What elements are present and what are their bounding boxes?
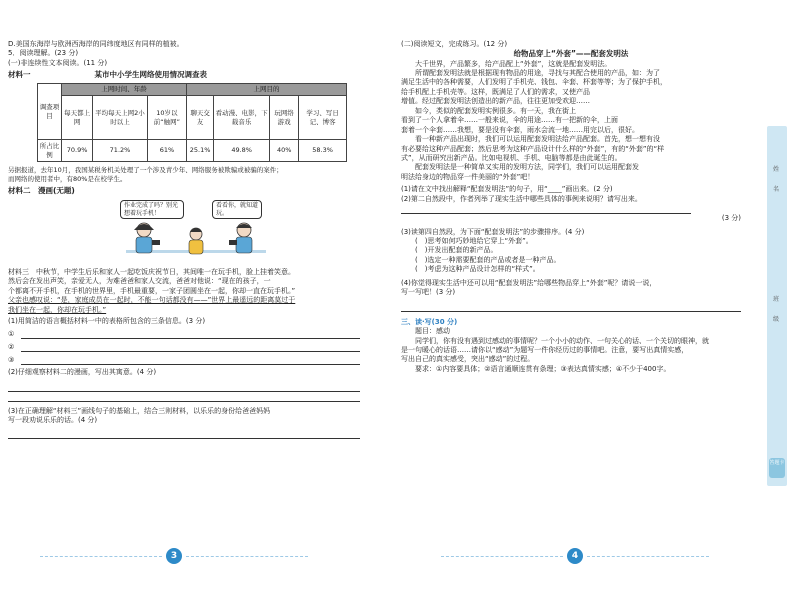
article-line: 增值。经过配套发明法创造出的新产品，往往更加受欢迎…… bbox=[401, 97, 590, 106]
side-tag[interactable]: 答题卡 bbox=[769, 458, 785, 478]
article-line: 套着一个伞套……我想，要是没有伞套，雨水会流一地……用完以后，很好。 bbox=[401, 125, 639, 134]
comic-illustration bbox=[116, 200, 266, 262]
essay-requirements: 要求：①内容要具体；②语言通顺连贯有条理；③表达真情实感；④不少于400字。 bbox=[415, 364, 671, 373]
step-item[interactable]: ( )开发出配套的新产品。 bbox=[415, 246, 498, 255]
essay-prompt-line: 是一句暖心的话语……请你以“感动”为题写一件你经历过的事情吧。注意，要写出真情实感， bbox=[401, 345, 689, 354]
side-char: 名 bbox=[773, 186, 780, 193]
col-header: 平均每天上网2小时以上 bbox=[93, 96, 148, 140]
article-line: 式”，从而研究出新产品。比如电视机、手机、电脑等都是由此诞生的。 bbox=[401, 153, 622, 162]
right-page bbox=[397, 0, 794, 592]
material-3-line: 我们坐在一起，你却在玩手机。” bbox=[8, 305, 107, 314]
right-column bbox=[401, 40, 741, 374]
answer-row[interactable]: ② bbox=[8, 342, 360, 352]
answer-line[interactable] bbox=[21, 329, 360, 339]
part-2-heading: (二)阅读短文，完成练习。(12 分) bbox=[401, 40, 508, 48]
material-3-line: 个都离不开手机，在手机的世界里，手机最重要，一家子团圆坐在一起，你却一直在玩手机。” bbox=[8, 286, 296, 295]
binding-strip bbox=[767, 126, 787, 486]
material-1-title: 某市中小学生网络使用情况调查表 bbox=[94, 70, 207, 80]
question-2: (2)第二自然段中，作者列举了现实生活中哪些具体的事例来说明？请写出来。 bbox=[401, 194, 642, 203]
essay-prompt-line: 同学们，你有没有遇到过感动的事情呢？一个小小的动作、一句关心的话、一个关切的眼神，就 bbox=[415, 336, 709, 345]
side-char: 班 bbox=[773, 296, 780, 303]
row-header-cell: 调查项目 bbox=[38, 84, 62, 140]
step-item[interactable]: ( )思考如何巧妙地给它穿上“外套”。 bbox=[415, 237, 533, 245]
essay-title: 题目：感动 bbox=[415, 327, 450, 336]
page-badge: 4 bbox=[567, 548, 583, 564]
value-cell: 40% bbox=[270, 140, 299, 162]
survey-table bbox=[37, 83, 347, 162]
article-line: 大千世界，产品繁多，给产品配上“外套”，这就是配套发明法。 bbox=[415, 59, 612, 68]
answer-line[interactable] bbox=[8, 429, 360, 439]
step-item[interactable]: ( )选定一种需要配套的产品或者是一种产品。 bbox=[415, 255, 561, 264]
answer-row[interactable]: ③ bbox=[8, 355, 360, 365]
material-1-note: 另据报道，去年10月，我国某税务机关处理了一个涉及青少年、网络服务被欺骗或被骗的案件； bbox=[8, 166, 283, 175]
question-2: (2)仔细观察材料二的漫画，写出其寓意。(4 分) bbox=[8, 368, 157, 377]
left-column bbox=[8, 40, 360, 439]
page-badge: 3 bbox=[166, 548, 182, 564]
answer-line[interactable] bbox=[21, 342, 360, 352]
question-3: (3)读第四自然段，为下面“配套发明法”的步骤排序。(4 分) bbox=[401, 227, 585, 236]
question-2-score: (3 分) bbox=[721, 214, 741, 223]
side-char: 级 bbox=[773, 316, 780, 323]
question-3-cont: 写一段劝说乐乐的话。(4 分) bbox=[8, 416, 98, 425]
answer-line[interactable] bbox=[8, 382, 360, 392]
family-figures-icon bbox=[126, 220, 266, 262]
material-3 bbox=[8, 268, 360, 315]
value-cell: 71.2% bbox=[93, 140, 148, 162]
value-cell: 70.9% bbox=[62, 140, 93, 162]
question-1: (1)用简洁的语言概括材料一中的表格所包含的三条信息。(3 分) bbox=[8, 317, 206, 326]
speech-bubble-left: 作业完成了吗？别光想着玩手机！ bbox=[120, 200, 184, 220]
material-3-line: 然后会在发出声笑，亲爱无人，为难爸爸和家人交流，爸爸对他说：“现在的孩子，一 bbox=[8, 277, 271, 286]
question-4-cont: 写一写吧！(3 分) bbox=[401, 288, 456, 297]
article-title: 给物品穿上“外套”——配套发明法 bbox=[513, 49, 629, 59]
material-1-heading bbox=[8, 70, 360, 80]
value-cell: 58.3% bbox=[299, 140, 347, 162]
row-label-proportion: 所占比例 bbox=[38, 140, 62, 162]
side-char: 姓 bbox=[773, 166, 780, 173]
option-d: D.美国东海岸与欧洲西海岸的同纬度地区有同样的植被。 bbox=[8, 40, 184, 48]
group-header-time: 上网时间、年龄 bbox=[62, 84, 187, 96]
article-line: 配套发明法是一种简单又实用的发明方法，同学们，我们可以运用配套发 bbox=[415, 163, 639, 172]
article-line: 给手机配上手机壳等。这样，既满足了人们的需求，又使产品 bbox=[401, 87, 590, 96]
question-4: (4)你觉得现实生活中还可以用“配套发明法”给哪些物品穿上“外套”呢？请说一说， bbox=[401, 278, 657, 287]
article-body bbox=[401, 60, 741, 183]
question-3: (3)在正确理解“材料三”画线句子的基础上，结合三则材料，以乐乐的身份给爸爸妈妈 bbox=[8, 406, 271, 415]
article-line: 所谓配套发明法就是根据现有物品的用途，寻找与其配合使用的产品，如：为了 bbox=[415, 69, 660, 77]
article-line: 有必要给这种产品配套；然后思考为这种产品设计什么样的“外套”，有的“外套”的“样 bbox=[401, 144, 665, 153]
page-number-3 bbox=[40, 548, 308, 564]
value-cell: 49.8% bbox=[214, 140, 270, 162]
col-header: 每天都上网 bbox=[62, 96, 93, 140]
col-header: 聊天交友 bbox=[187, 96, 214, 140]
answer-line[interactable] bbox=[401, 302, 741, 312]
col-header: 学习、写日记、博客 bbox=[299, 96, 347, 140]
value-cell: 61% bbox=[147, 140, 186, 162]
material-3-line: 材料三 中秋节，中学生后乐和家人一起吃饭庆祝节日，其间唯一在玩手机，脸上挂着笑意。 bbox=[8, 267, 295, 276]
col-header: 看动漫、电影，下载音乐 bbox=[214, 96, 270, 140]
material-1-label: 材料一 bbox=[8, 70, 31, 80]
article-line: 明法给身边的物品穿一件美丽的“外套”吧！ bbox=[401, 172, 535, 181]
answer-line[interactable] bbox=[8, 392, 360, 402]
answer-line[interactable] bbox=[401, 204, 691, 214]
material-1-note: 而网络的使用者中，有80%是在校学生。 bbox=[8, 174, 127, 183]
part-1-heading: (一)非连续性文本阅读。(11 分) bbox=[8, 58, 108, 67]
value-cell: 25.1% bbox=[187, 140, 214, 162]
col-header: 10岁以前“触网” bbox=[147, 96, 186, 140]
material-3-line: 父亲也感叹说：“是，家庭成员在一起时，不能一句话都没有——”世界上最遥远的距离莫过于 bbox=[8, 296, 296, 305]
question-1: (1)请在文中找出解释“配套发明法”的句子，用“____”画出来。(2 分) bbox=[401, 185, 613, 194]
group-header-purpose: 上网目的 bbox=[187, 84, 347, 96]
article-line: 满足生活中的各种需要，人们发明了手机壳、钱包、伞套、杯套等等；为了保护手机， bbox=[401, 78, 667, 87]
essay-prompt-line: 写出自己的真实感受，突出“感动”的过程。 bbox=[401, 355, 535, 364]
article-line: 如今，类似的配套发明实例很多。有一天，我在街上 bbox=[415, 106, 576, 115]
steps-list bbox=[415, 237, 741, 275]
question-5: 5．阅读理解。(23 分) bbox=[8, 49, 79, 58]
col-header: 玩网络游戏 bbox=[270, 96, 299, 140]
speech-bubble-right: 看看你，就知道玩。 bbox=[212, 200, 262, 220]
section-3-heading: 三、读·写(30 分) bbox=[401, 317, 458, 326]
answer-row[interactable]: ① bbox=[8, 329, 360, 339]
step-item[interactable]: ( )考虑为这种产品设计怎样的“样式”。 bbox=[415, 265, 540, 274]
article-line: 看一种新产品出现时，我们可以运用配套发明法给产品配套。首先，想一想有没 bbox=[415, 135, 660, 144]
answer-line[interactable] bbox=[21, 355, 360, 365]
material-2-label: 材料二 漫画(无题) bbox=[8, 185, 75, 195]
page-number-4 bbox=[441, 548, 709, 564]
article-line: 看到了一个人拿着伞……一般来说，伞的用途……有一把新的伞，上面 bbox=[401, 116, 618, 125]
